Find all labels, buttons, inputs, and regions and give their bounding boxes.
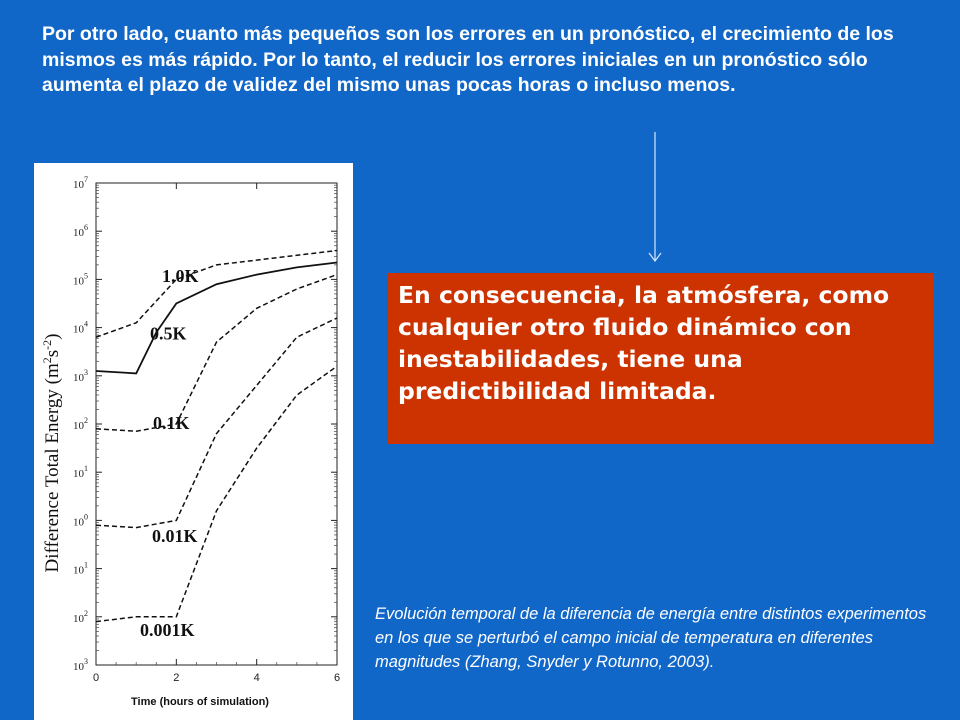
series-line-0-5K <box>96 263 337 374</box>
figure-caption: Evolución temporal de la diferencia de energía entre distintos experimentos en los que se perturbó el campo inicial de temperatura en diferentes magnitudes (Zhang, Snyder y Rotunno, 2003). <box>375 605 927 671</box>
y-tick-label: $10^0$ <box>73 512 88 529</box>
y-tick-label: $10^3$ <box>73 657 88 673</box>
series-label-0-5K: 0.5K <box>150 323 187 344</box>
y-tick-label: $10^3$ <box>73 367 88 384</box>
x-tick-label: 2 <box>173 672 180 684</box>
y-tick-label: $10^4$ <box>73 319 88 336</box>
series-label-0-01K: 0.01K <box>152 526 198 547</box>
series-label-0-001K: 0.001K <box>140 620 195 641</box>
y-tick-label: $10^5$ <box>73 271 88 288</box>
series-label-0-1K: 0.1K <box>153 412 190 433</box>
energy-chart <box>34 163 353 720</box>
x-tick-label: 6 <box>333 672 341 684</box>
conclusion-callout <box>388 273 934 444</box>
series-line-1-0K <box>96 251 337 338</box>
series-line-0-001K <box>96 366 337 621</box>
down-arrow-icon <box>640 130 670 265</box>
series-line-0-01K <box>96 318 337 528</box>
x-axis-label: Time (hours of simulation) <box>131 696 269 708</box>
intro-paragraph: Por otro lado, cuanto más pequeños son los errores en un pronóstico, el crecimiento de los mismos es más rápido. Por lo tanto, el reducir los errores iniciales en un pronóstico sólo aumenta el plazo de validez del mismo unas pocas horas o incluso menos. <box>42 23 894 96</box>
series-label-1-0K: 1.0K <box>162 265 199 286</box>
y-tick-label: $10^2$ <box>73 608 88 625</box>
y-tick-label: $10^2$ <box>73 416 88 432</box>
y-tick-label: $10^7$ <box>73 175 88 191</box>
energy-chart-panel <box>34 163 353 720</box>
y-tick-label: $10^6$ <box>73 223 88 240</box>
y-tick-label: $10^1$ <box>73 560 88 577</box>
x-tick-label: 4 <box>253 672 260 684</box>
x-tick-label: 0 <box>92 672 100 684</box>
series-line-0-1K <box>96 275 337 432</box>
conclusion-text: En consecuencia, la atmósfera, como cualquier otro fluido dinámico con inestabilidades, tiene una predictibilidad limitada. <box>398 281 890 405</box>
plot-frame <box>96 183 337 665</box>
y-tick-label: $10^1$ <box>73 464 88 481</box>
y-axis-label: Difference Total Energy $(m^2s^{-2})$ <box>40 333 63 573</box>
